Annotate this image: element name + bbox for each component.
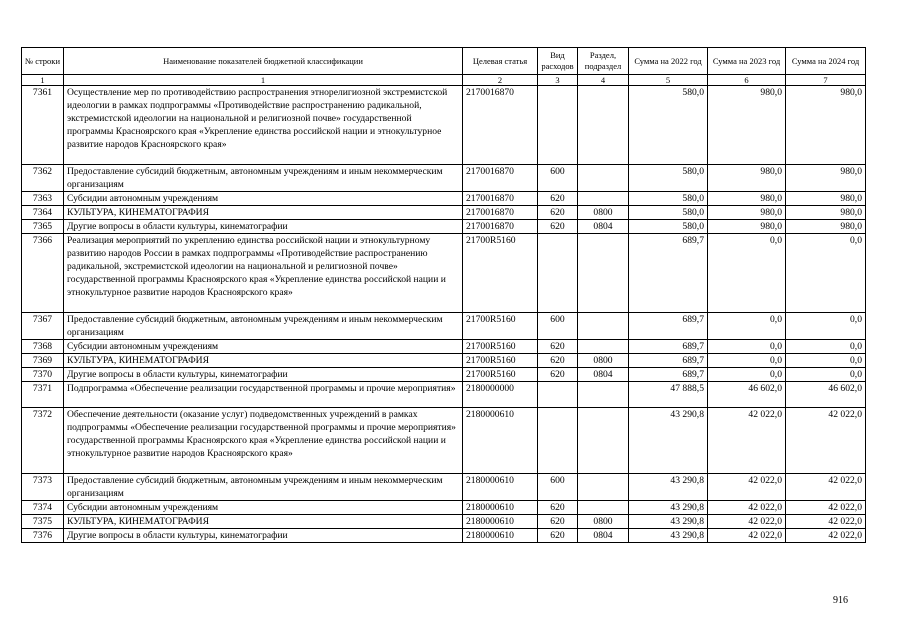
indicator-name: Субсидии автономным учреждениям — [64, 340, 463, 354]
indicator-name: Обеспечение деятельности (оказание услуг) подведомственных учреждений в рамках подпрограммы «Обеспечение реализации государственной программы и прочие мероприятия» государственной программы Красноярского края «Укрепление единства российской нации и этнокультурное развитие народов Красноярского края» — [64, 408, 463, 474]
indicator-name: КУЛЬТУРА, КИНЕМАТОГРАФИЯ — [64, 515, 463, 529]
row-number: 7364 — [22, 206, 64, 220]
header-row-number: № строки — [22, 48, 64, 75]
sum-2024: 980,0 — [786, 206, 866, 220]
column-number: 7 — [786, 75, 866, 86]
sum-2024: 42 022,0 — [786, 515, 866, 529]
sum-2023: 980,0 — [708, 86, 786, 165]
sum-2023: 42 022,0 — [708, 408, 786, 474]
section-code: 0800 — [578, 206, 629, 220]
target-article: 21700R5160 — [463, 368, 538, 382]
table-row — [22, 474, 866, 501]
target-article: 21700R5160 — [463, 313, 538, 340]
sum-2024: 980,0 — [786, 165, 866, 192]
table-row — [22, 368, 866, 382]
indicator-name: Предоставление субсидий бюджетным, автономным учреждениям и иным некоммерческим организациям — [64, 165, 463, 192]
expense-type: 620 — [538, 368, 578, 382]
header-expense-type: Вид расходов — [538, 48, 578, 75]
header-sum-2024: Сумма на 2024 год — [786, 48, 866, 75]
section-code: 0804 — [578, 368, 629, 382]
table-row — [22, 165, 866, 192]
sum-2024: 0,0 — [786, 313, 866, 340]
table-row — [22, 529, 866, 543]
target-article: 2170016870 — [463, 165, 538, 192]
expense-type: 620 — [538, 220, 578, 234]
sum-2022: 580,0 — [629, 165, 708, 192]
sum-2022: 689,7 — [629, 313, 708, 340]
section-code — [578, 234, 629, 313]
sum-2022: 47 888,5 — [629, 382, 708, 408]
sum-2023: 42 022,0 — [708, 501, 786, 515]
sum-2024: 42 022,0 — [786, 501, 866, 515]
expense-type: 620 — [538, 515, 578, 529]
row-number: 7365 — [22, 220, 64, 234]
section-code — [578, 86, 629, 165]
budget-table — [21, 47, 866, 543]
table-row — [22, 220, 866, 234]
section-code: 0800 — [578, 354, 629, 368]
section-code — [578, 474, 629, 501]
table-row — [22, 382, 866, 408]
row-number: 7376 — [22, 529, 64, 543]
sum-2022: 689,7 — [629, 354, 708, 368]
indicator-name: Реализация мероприятий по укреплению единства российской нации и этнокультурному развитию народов России в рамках подпрограммы «Противодействие распространению радикальной, экстремистской идеологии на национальной и религиозной почве» государственной программы Красноярского края «Укрепление единства российской нации и этнокультурное развитие народов Красноярского края» — [64, 234, 463, 313]
table-row — [22, 340, 866, 354]
page-number: 916 — [833, 595, 848, 606]
section-code — [578, 192, 629, 206]
sum-2023: 42 022,0 — [708, 515, 786, 529]
column-numbers-row — [22, 75, 866, 86]
sum-2023: 42 022,0 — [708, 474, 786, 501]
column-number: 2 — [463, 75, 538, 86]
section-code — [578, 382, 629, 408]
sum-2023: 0,0 — [708, 234, 786, 313]
sum-2022: 43 290,8 — [629, 515, 708, 529]
sum-2024: 0,0 — [786, 354, 866, 368]
table-body — [22, 86, 866, 543]
expense-type: 620 — [538, 340, 578, 354]
row-number: 7362 — [22, 165, 64, 192]
target-article: 2180000610 — [463, 408, 538, 474]
sum-2022: 43 290,8 — [629, 501, 708, 515]
row-number: 7367 — [22, 313, 64, 340]
section-code: 0804 — [578, 529, 629, 543]
header-sum-2023: Сумма на 2023 год — [708, 48, 786, 75]
target-article: 2170016870 — [463, 86, 538, 165]
indicator-name: Предоставление субсидий бюджетным, автономным учреждениям и иным некоммерческим организациям — [64, 313, 463, 340]
expense-type — [538, 86, 578, 165]
sum-2023: 0,0 — [708, 313, 786, 340]
sum-2024: 42 022,0 — [786, 474, 866, 501]
sum-2023: 980,0 — [708, 192, 786, 206]
column-number: 4 — [578, 75, 629, 86]
sum-2024: 42 022,0 — [786, 408, 866, 474]
table-row — [22, 192, 866, 206]
sum-2024: 0,0 — [786, 234, 866, 313]
section-code — [578, 501, 629, 515]
sum-2022: 689,7 — [629, 368, 708, 382]
table-row — [22, 515, 866, 529]
indicator-name: Подпрограмма «Обеспечение реализации государственной программы и прочие мероприятия» — [64, 382, 463, 408]
row-number: 7374 — [22, 501, 64, 515]
sum-2023: 980,0 — [708, 206, 786, 220]
expense-type: 600 — [538, 313, 578, 340]
expense-type: 620 — [538, 354, 578, 368]
sum-2023: 42 022,0 — [708, 529, 786, 543]
row-number: 7361 — [22, 86, 64, 165]
indicator-name: КУЛЬТУРА, КИНЕМАТОГРАФИЯ — [64, 206, 463, 220]
sum-2023: 0,0 — [708, 368, 786, 382]
indicator-name: Осуществление мер по противодействию распространения этнорелигиозной экстремистской идеологии в рамках подпрограммы «Противодействие распространению радикальной, экстремистской идеологии на национальной и религиозной почве» государственной программы Красноярского края «Укрепление единства российской нации и этнокультурное развитие народов Красноярского края» — [64, 86, 463, 165]
sum-2024: 0,0 — [786, 340, 866, 354]
sum-2022: 580,0 — [629, 192, 708, 206]
sum-2022: 689,7 — [629, 234, 708, 313]
expense-type — [538, 234, 578, 313]
row-number: 7373 — [22, 474, 64, 501]
expense-type: 620 — [538, 529, 578, 543]
section-code — [578, 313, 629, 340]
indicator-name: Субсидии автономным учреждениям — [64, 501, 463, 515]
indicator-name: КУЛЬТУРА, КИНЕМАТОГРАФИЯ — [64, 354, 463, 368]
sum-2024: 0,0 — [786, 368, 866, 382]
sum-2023: 980,0 — [708, 165, 786, 192]
section-code — [578, 340, 629, 354]
row-number: 7369 — [22, 354, 64, 368]
table-row — [22, 313, 866, 340]
table-row — [22, 206, 866, 220]
header-section: Раздел, подраздел — [578, 48, 629, 75]
target-article: 21700R5160 — [463, 234, 538, 313]
row-number: 7372 — [22, 408, 64, 474]
indicator-name: Субсидии автономным учреждениям — [64, 192, 463, 206]
row-number: 7371 — [22, 382, 64, 408]
table-row — [22, 354, 866, 368]
sum-2023: 0,0 — [708, 340, 786, 354]
column-number: 3 — [538, 75, 578, 86]
expense-type: 600 — [538, 165, 578, 192]
table-row — [22, 408, 866, 474]
table-row — [22, 234, 866, 313]
target-article: 2180000610 — [463, 474, 538, 501]
table-row — [22, 501, 866, 515]
section-code — [578, 408, 629, 474]
indicator-name: Другие вопросы в области культуры, кинематографии — [64, 368, 463, 382]
target-article: 2180000610 — [463, 515, 538, 529]
column-number: 6 — [708, 75, 786, 86]
row-number: 7366 — [22, 234, 64, 313]
indicator-name: Другие вопросы в области культуры, кинематографии — [64, 529, 463, 543]
sum-2022: 43 290,8 — [629, 474, 708, 501]
target-article: 2180000000 — [463, 382, 538, 408]
expense-type: 620 — [538, 501, 578, 515]
target-article: 21700R5160 — [463, 354, 538, 368]
section-code: 0804 — [578, 220, 629, 234]
sum-2024: 980,0 — [786, 220, 866, 234]
table-row — [22, 86, 866, 165]
target-article: 2180000610 — [463, 529, 538, 543]
indicator-name: Предоставление субсидий бюджетным, автономным учреждениям и иным некоммерческим организациям — [64, 474, 463, 501]
expense-type — [538, 382, 578, 408]
row-number: 7370 — [22, 368, 64, 382]
target-article: 2180000610 — [463, 501, 538, 515]
row-number: 7375 — [22, 515, 64, 529]
header-target-article: Целевая статья — [463, 48, 538, 75]
column-number: 5 — [629, 75, 708, 86]
column-number: 1 — [64, 75, 463, 86]
row-number: 7368 — [22, 340, 64, 354]
sum-2022: 580,0 — [629, 206, 708, 220]
sum-2024: 46 602,0 — [786, 382, 866, 408]
sum-2024: 42 022,0 — [786, 529, 866, 543]
section-code — [578, 165, 629, 192]
sum-2022: 689,7 — [629, 340, 708, 354]
header-sum-2022: Сумма на 2022 год — [629, 48, 708, 75]
row-number: 7363 — [22, 192, 64, 206]
expense-type — [538, 408, 578, 474]
expense-type: 600 — [538, 474, 578, 501]
column-number: 1 — [22, 75, 64, 86]
sum-2023: 980,0 — [708, 220, 786, 234]
expense-type: 620 — [538, 206, 578, 220]
target-article: 2170016870 — [463, 220, 538, 234]
indicator-name: Другие вопросы в области культуры, кинематографии — [64, 220, 463, 234]
target-article: 21700R5160 — [463, 340, 538, 354]
target-article: 2170016870 — [463, 206, 538, 220]
sum-2022: 43 290,8 — [629, 408, 708, 474]
sum-2022: 580,0 — [629, 86, 708, 165]
section-code: 0800 — [578, 515, 629, 529]
sum-2024: 980,0 — [786, 86, 866, 165]
sum-2023: 0,0 — [708, 354, 786, 368]
sum-2023: 46 602,0 — [708, 382, 786, 408]
sum-2022: 43 290,8 — [629, 529, 708, 543]
expense-type: 620 — [538, 192, 578, 206]
sum-2024: 980,0 — [786, 192, 866, 206]
target-article: 2170016870 — [463, 192, 538, 206]
table-header — [22, 48, 866, 86]
header-indicator-name: Наименование показателей бюджетной классификации — [64, 48, 463, 75]
sum-2022: 580,0 — [629, 220, 708, 234]
